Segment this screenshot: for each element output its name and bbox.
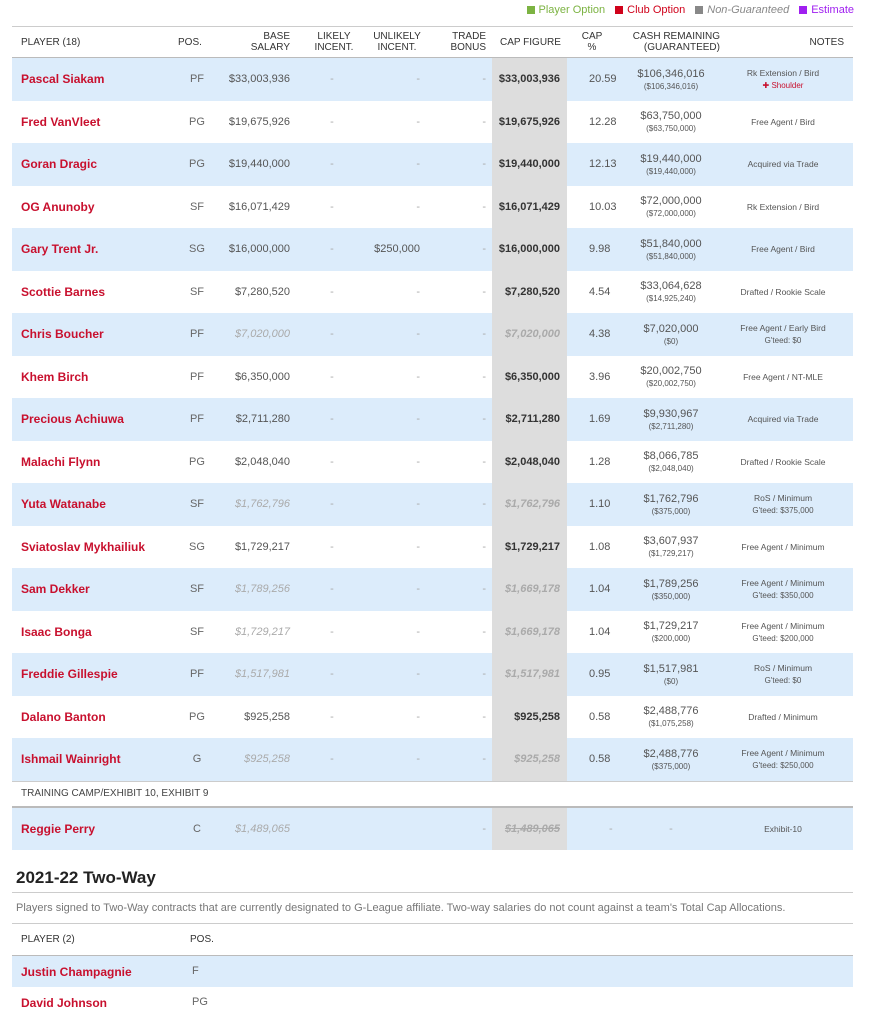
player-pos: SF: [189, 583, 205, 596]
player-link[interactable]: Chris Boucher: [21, 327, 104, 342]
player-notes: [722, 398, 844, 441]
cap-pct: 1.10: [589, 498, 611, 511]
cash-remaining: [622, 398, 720, 441]
cash-guaranteed: ($51,840,000): [646, 251, 696, 261]
cap-figure: $1,669,178: [492, 568, 567, 611]
trade-bonus: -: [482, 285, 486, 298]
player-notes: [722, 441, 844, 484]
likely-incentives: -: [330, 158, 334, 171]
cap-figure: $7,020,000: [492, 313, 567, 356]
unlikely-incentives: -: [416, 200, 420, 213]
unlikely-incentives: -: [416, 625, 420, 638]
salary-table-header: [12, 26, 853, 58]
cash-total: $3,607,937: [643, 535, 699, 548]
cap-figure: $1,669,178: [492, 611, 567, 654]
table-row: [12, 568, 853, 611]
cash-remaining: [622, 568, 720, 611]
player-link[interactable]: Khem Birch: [21, 369, 89, 384]
cap-figure: $7,280,520: [492, 271, 567, 314]
table-row: [12, 398, 853, 441]
cap-pct: 1.04: [589, 583, 611, 596]
note-text: Drafted / Rookie Scale: [740, 456, 826, 467]
trade-bonus: -: [482, 158, 486, 171]
cap-pct: 0.58: [589, 710, 611, 723]
cap-figure: $1,729,217: [492, 526, 567, 569]
cash-remaining: [622, 101, 720, 144]
note-text: Free Agent / Minimum: [741, 748, 825, 759]
guaranteed-note: G'teed: $0: [764, 336, 802, 346]
cash-remaining: [622, 58, 720, 101]
note-text: Free Agent / Minimum: [741, 620, 825, 631]
trade-bonus: -: [482, 115, 486, 128]
table-row: [12, 271, 853, 314]
cash-guaranteed: ($0): [663, 676, 679, 686]
cash-total: $1,789,256: [643, 577, 699, 590]
player-pos: F: [192, 965, 199, 977]
trade-bonus: -: [482, 668, 486, 681]
player-pos: SF: [189, 200, 205, 213]
unlikely-incentives: -: [416, 455, 420, 468]
cash-guaranteed: ($375,000): [651, 506, 691, 516]
note-text: Acquired via Trade: [747, 414, 819, 425]
legend-item: [615, 4, 685, 16]
header-unlikely-incentives[interactable]: UNLIKELY INCENT.: [373, 31, 421, 53]
two-way-section: [12, 868, 853, 1018]
legend-swatch: [799, 6, 807, 14]
unlikely-incentives: -: [416, 583, 420, 596]
unlikely-incentives: -: [416, 285, 420, 298]
cash-remaining: [622, 441, 720, 484]
player-link[interactable]: Fred VanVleet: [21, 114, 101, 129]
cash-remaining: [622, 653, 720, 696]
trade-bonus: -: [482, 540, 486, 553]
table-row: [12, 143, 853, 186]
cash-guaranteed: ($2,711,280): [648, 421, 694, 431]
likely-incentives: -: [330, 498, 334, 511]
legend-label: Club Option: [627, 4, 686, 16]
base-salary: $33,003,936: [228, 73, 290, 86]
base-salary: $1,517,981: [234, 668, 290, 681]
cash-remaining: [622, 526, 720, 569]
legend-swatch: [615, 6, 623, 14]
legend-item: [527, 4, 606, 16]
player-pos: PG: [189, 710, 205, 723]
cap-pct: 0.58: [589, 753, 611, 766]
two-way-description: Players signed to Two-Way contracts that are currently designated to G-League affiliate. Two-way salaries do not count against a team's Total Cap Allocations.: [12, 893, 853, 924]
unlikely-incentives: -: [416, 540, 420, 553]
cash-guaranteed: ($63,750,000): [646, 124, 696, 134]
header-cap-pct[interactable]: CAP %: [581, 31, 603, 53]
cash-total: $1,517,981: [643, 662, 699, 675]
table-row: [12, 58, 853, 101]
player-pos: SG: [189, 243, 205, 256]
cash-guaranteed: ($350,000): [651, 591, 691, 601]
legend-label: Estimate: [811, 4, 854, 16]
unlikely-incentives: -: [416, 328, 420, 341]
likely-incentives: -: [330, 710, 334, 723]
cash-guaranteed: ($14,925,240): [646, 294, 696, 304]
cap-figure: $2,711,280: [492, 398, 567, 441]
trade-bonus: -: [482, 583, 486, 596]
table-row: [12, 611, 853, 654]
base-salary: $7,020,000: [234, 328, 290, 341]
header-cap-figure[interactable]: CAP FIGURE: [500, 36, 561, 48]
note-text: RoS / Minimum: [753, 663, 813, 674]
base-salary: $7,280,520: [234, 285, 290, 298]
likely-incentives: -: [330, 200, 334, 213]
trade-bonus: -: [482, 710, 486, 723]
trade-bonus: -: [482, 455, 486, 468]
player-link[interactable]: Yuta Watanabe: [21, 497, 106, 512]
base-salary: $6,350,000: [234, 370, 290, 383]
table-row: [12, 987, 853, 1018]
player-notes: [722, 101, 844, 144]
table-row: [12, 356, 853, 399]
cash-remaining: [622, 186, 720, 229]
header-pos[interactable]: POS.: [178, 36, 202, 48]
cap-figure: $16,000,000: [492, 228, 567, 271]
player-pos: PG: [192, 996, 208, 1008]
training-camp-section-label: TRAINING CAMP/EXHIBIT 10, EXHIBIT 9: [12, 781, 853, 808]
table-row: [12, 186, 853, 229]
base-salary: $19,440,000: [228, 158, 290, 171]
note-text: RoS / Minimum: [753, 493, 813, 504]
player-pos: PF: [189, 328, 205, 341]
cash-guaranteed: ($2,048,040): [648, 464, 694, 474]
cap-figure: $16,071,429: [492, 186, 567, 229]
cash-guaranteed: ($20,002,750): [646, 379, 696, 389]
table-row: [12, 101, 853, 144]
player-pos: PG: [189, 158, 205, 171]
base-salary: $2,711,280: [235, 413, 290, 426]
two-way-title: 2021-22 Two-Way: [12, 868, 853, 893]
likely-incentives: -: [330, 625, 334, 638]
cap-figure: $2,048,040: [492, 441, 567, 484]
trade-bonus: -: [482, 243, 486, 256]
cap-pct: 10.03: [589, 200, 617, 213]
cap-figure: $33,003,936: [492, 58, 567, 101]
player-pos: G: [192, 753, 202, 766]
cash-total: $2,488,776: [643, 747, 699, 760]
table-row: [12, 808, 853, 851]
trade-bonus: -: [482, 200, 486, 213]
player-notes: [722, 483, 844, 526]
unlikely-incentives: -: [416, 413, 420, 426]
cash-total: $8,066,785: [643, 450, 699, 463]
legend-label: Non-Guaranteed: [707, 4, 790, 16]
trade-bonus: -: [482, 73, 486, 86]
cash-total: $1,762,796: [643, 492, 699, 505]
header-notes: NOTES: [809, 36, 844, 48]
likely-incentives: -: [330, 413, 334, 426]
player-link[interactable]: Freddie Gillespie: [21, 667, 118, 682]
trade-bonus: -: [482, 498, 486, 511]
cash-remaining: [622, 143, 720, 186]
unlikely-incentives: $250,000: [374, 243, 420, 256]
note-text: Drafted / Rookie Scale: [740, 286, 826, 297]
cap-pct: 3.96: [589, 370, 611, 383]
trade-bonus: -: [482, 753, 486, 766]
player-notes: [722, 58, 844, 101]
likely-incentives: -: [330, 285, 334, 298]
cash-total: $72,000,000: [640, 195, 702, 208]
table-row: [12, 956, 853, 987]
cap-pct: 4.38: [589, 328, 611, 341]
player-notes: [722, 526, 844, 569]
likely-incentives: -: [330, 328, 334, 341]
player-link[interactable]: Sam Dekker: [21, 582, 90, 597]
cap-pct: 12.28: [589, 115, 617, 128]
table-row: [12, 228, 853, 271]
note-text: Rk Extension / Bird: [746, 68, 820, 79]
player-notes: [722, 186, 844, 229]
cash-guaranteed: ($106,346,016): [643, 81, 699, 91]
player-link[interactable]: Pascal Siakam: [21, 72, 105, 87]
note-text: Free Agent / Minimum: [741, 578, 825, 589]
cap-figure: $1,517,981: [492, 653, 567, 696]
unlikely-incentives: -: [416, 498, 420, 511]
likely-incentives: -: [330, 668, 334, 681]
note-text: Acquired via Trade: [747, 159, 819, 170]
player-notes: Exhibit-10: [764, 823, 802, 834]
header-base-salary[interactable]: BASE SALARY: [250, 31, 290, 53]
player-notes: [722, 611, 844, 654]
cash-guaranteed: ($19,440,000): [646, 166, 696, 176]
player-notes: [722, 568, 844, 611]
guaranteed-note: G'teed: $0: [764, 676, 802, 686]
player-pos: PF: [189, 370, 205, 383]
cash-total: $51,840,000: [640, 237, 702, 250]
cap-pct: 9.98: [589, 243, 611, 256]
cash-guaranteed: ($0): [663, 336, 679, 346]
cap-pct: 1.04: [589, 625, 611, 638]
unlikely-incentives: -: [416, 753, 420, 766]
cap-pct: 0.95: [589, 668, 611, 681]
player-pos: SG: [189, 540, 205, 553]
table-row: [12, 313, 853, 356]
table-row: [12, 738, 853, 781]
legend-item: [799, 4, 854, 16]
cap-figure: $1,489,065: [492, 808, 567, 851]
cap-pct: 4.54: [589, 285, 611, 298]
player-link[interactable]: Reggie Perry: [21, 821, 96, 836]
cash-remaining: [622, 738, 720, 781]
player-pos: PG: [189, 115, 205, 128]
player-link[interactable]: Gary Trent Jr.: [21, 242, 99, 257]
legend-swatch: [527, 6, 535, 14]
player-pos: C: [193, 822, 201, 835]
player-pos: PF: [189, 73, 205, 86]
player-notes: [722, 271, 844, 314]
player-link[interactable]: Isaac Bonga: [21, 624, 92, 639]
cash-guaranteed: ($375,000): [651, 761, 691, 771]
cash-total: $33,064,628: [640, 280, 702, 293]
player-link[interactable]: David Johnson: [21, 996, 108, 1010]
cap-figure: $19,440,000: [492, 143, 567, 186]
cash-remaining: [622, 271, 720, 314]
table-row: [12, 483, 853, 526]
note-text: Drafted / Minimum: [748, 711, 818, 722]
salary-table: [12, 26, 853, 850]
likely-incentives: -: [330, 753, 334, 766]
likely-incentives: -: [330, 455, 334, 468]
base-salary: $16,071,429: [228, 200, 290, 213]
guaranteed-note: G'teed: $250,000: [752, 761, 814, 771]
player-link[interactable]: Goran Dragic: [21, 157, 98, 172]
legend-swatch: [695, 6, 703, 14]
cash-remaining: [622, 313, 720, 356]
likely-incentives: -: [330, 243, 334, 256]
cash-remaining: [622, 228, 720, 271]
cash-guaranteed: ($200,000): [651, 634, 691, 644]
trade-bonus: -: [482, 328, 486, 341]
likely-incentives: -: [330, 115, 334, 128]
injury-note: ✚ Shoulder: [762, 81, 804, 91]
cap-pct: 20.59: [589, 73, 617, 86]
cash-total: $106,346,016: [637, 67, 705, 80]
trade-bonus: -: [482, 370, 486, 383]
base-salary: $925,258: [244, 710, 290, 723]
cash-remaining: [622, 483, 720, 526]
player-pos: SF: [189, 498, 205, 511]
note-text: Free Agent / Bird: [751, 116, 815, 127]
player-pos: SF: [189, 625, 205, 638]
note-text: Free Agent / Early Bird: [740, 323, 826, 334]
cap-figure: $6,350,000: [492, 356, 567, 399]
cap-pct: -: [609, 822, 613, 835]
unlikely-incentives: -: [416, 668, 420, 681]
cap-pct: 12.13: [589, 158, 617, 171]
base-salary: $1,762,796: [234, 498, 290, 511]
player-notes: [722, 696, 844, 739]
player-link[interactable]: Ishmail Wainright: [21, 752, 121, 767]
player-pos: PF: [189, 413, 205, 426]
player-link[interactable]: OG Anunoby: [21, 199, 95, 214]
player-link[interactable]: Sviatoslav Mykhailiuk: [21, 539, 146, 554]
cap-pct: 1.28: [589, 455, 611, 468]
player-link[interactable]: Precious Achiuwa: [21, 412, 124, 427]
likely-incentives: -: [330, 540, 334, 553]
base-salary: $1,489,065: [234, 822, 290, 835]
trade-bonus: -: [482, 413, 486, 426]
likely-incentives: -: [330, 583, 334, 596]
header-likely-incentives[interactable]: LIKELY INCENT.: [314, 31, 354, 53]
base-salary: $19,675,926: [228, 115, 290, 128]
cap-figure: $1,762,796: [492, 483, 567, 526]
header-cash-remaining[interactable]: CASH REMAINING (GUARANTEED): [632, 31, 720, 53]
header-player[interactable]: PLAYER (18): [21, 36, 81, 48]
two-way-table-header: [12, 924, 853, 956]
player-link[interactable]: Justin Champagnie: [21, 965, 132, 979]
guaranteed-note: G'teed: $350,000: [752, 591, 814, 601]
legend-item: [695, 4, 789, 16]
cash-total: $19,440,000: [640, 152, 702, 165]
guaranteed-note: G'teed: $375,000: [752, 506, 814, 516]
base-salary: $16,000,000: [228, 243, 290, 256]
unlikely-incentives: -: [416, 115, 420, 128]
cash-guaranteed: ($1,075,258): [648, 719, 694, 729]
cash-remaining: [622, 611, 720, 654]
note-text: Free Agent / NT-MLE: [743, 371, 823, 382]
header-trade-bonus[interactable]: TRADE BONUS: [450, 31, 486, 53]
player-notes: [722, 738, 844, 781]
trade-bonus: -: [482, 625, 486, 638]
base-salary: $925,258: [244, 753, 290, 766]
table-row: [12, 526, 853, 569]
likely-incentives: -: [330, 73, 334, 86]
cash-total: $2,488,776: [643, 705, 699, 718]
base-salary: $1,729,217: [234, 625, 290, 638]
cash-total: $9,930,967: [643, 407, 699, 420]
player-notes: [722, 143, 844, 186]
cash-remaining: -: [669, 822, 673, 835]
player-notes: [722, 313, 844, 356]
unlikely-incentives: -: [416, 370, 420, 383]
note-text: Free Agent / Minimum: [741, 541, 825, 552]
player-pos: SF: [189, 285, 205, 298]
player-notes: [722, 356, 844, 399]
cash-total: $7,020,000: [643, 322, 699, 335]
legend-label: Player Option: [538, 4, 606, 16]
player-link[interactable]: Dalano Banton: [21, 709, 106, 724]
base-salary: $1,729,217: [234, 540, 290, 553]
cap-pct: 1.69: [589, 413, 611, 426]
cash-total: $20,002,750: [640, 365, 702, 378]
unlikely-incentives: -: [416, 73, 420, 86]
cash-guaranteed: ($1,729,217): [648, 549, 694, 559]
unlikely-incentives: -: [416, 158, 420, 171]
likely-incentives: -: [330, 370, 334, 383]
player-pos: PF: [189, 668, 205, 681]
cash-guaranteed: ($72,000,000): [646, 209, 696, 219]
cap-figure: $19,675,926: [492, 101, 567, 144]
player-notes: [722, 653, 844, 696]
player-link[interactable]: Malachi Flynn: [21, 454, 101, 469]
note-text: Free Agent / Bird: [751, 244, 815, 255]
note-text: Rk Extension / Bird: [746, 201, 820, 212]
cap-figure: $925,258: [492, 696, 567, 739]
player-link[interactable]: Scottie Barnes: [21, 284, 106, 299]
cap-figure: $925,258: [492, 738, 567, 781]
guaranteed-note: G'teed: $200,000: [752, 633, 814, 643]
header-player[interactable]: PLAYER (2): [21, 934, 75, 945]
contract-legend: [527, 4, 855, 16]
base-salary: $1,789,256: [234, 583, 290, 596]
cash-total: $1,729,217: [643, 620, 699, 633]
cap-pct: 1.08: [589, 540, 611, 553]
table-row: [12, 653, 853, 696]
cash-remaining: [622, 696, 720, 739]
cash-remaining: [622, 356, 720, 399]
table-row: [12, 441, 853, 484]
base-salary: $2,048,040: [234, 455, 290, 468]
header-pos[interactable]: POS.: [190, 934, 214, 945]
trade-bonus: -: [482, 822, 486, 835]
cash-total: $63,750,000: [640, 110, 702, 123]
player-pos: PG: [189, 455, 205, 468]
unlikely-incentives: -: [416, 710, 420, 723]
player-notes: [722, 228, 844, 271]
table-row: [12, 696, 853, 739]
